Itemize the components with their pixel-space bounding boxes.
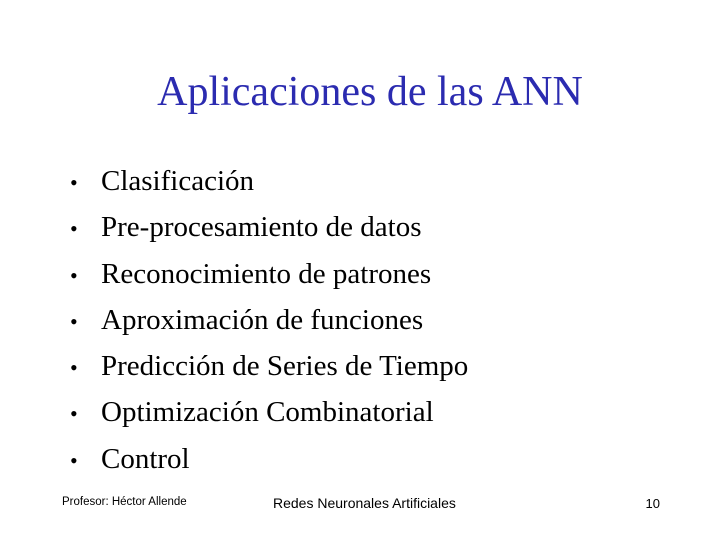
footer-course-title: Redes Neuronales Artificiales (273, 495, 456, 511)
bullet-text: Optimización Combinatorial (101, 396, 434, 429)
page-number: 10 (645, 496, 660, 511)
bullet-item (70, 251, 468, 297)
footer-author: Profesor: Héctor Allende (62, 496, 187, 508)
bullet-list (70, 158, 468, 482)
bullet-dot-icon: • (70, 262, 78, 288)
bullet-dot-icon: • (70, 447, 78, 473)
bullet-dot-icon: • (70, 355, 78, 381)
bullet-item (70, 343, 468, 389)
slide-title: Aplicaciones de las ANN (157, 69, 583, 115)
bullet-item (70, 297, 468, 343)
bullet-text: Predicción de Series de Tiempo (101, 350, 469, 383)
bullet-text: Aproximación de funciones (101, 303, 424, 336)
bullet-dot-icon: • (70, 308, 78, 334)
bullet-item (70, 204, 468, 250)
bullet-item (70, 158, 468, 204)
bullet-dot-icon: • (70, 216, 78, 242)
bullet-dot-icon: • (70, 401, 78, 427)
bullet-item (70, 436, 468, 482)
bullet-text: Pre-procesamiento de datos (101, 211, 422, 244)
bullet-text: Control (101, 442, 190, 475)
bullet-text: Clasificación (101, 165, 255, 197)
bullet-item (70, 389, 468, 435)
bullet-text: Reconocimiento de patrones (101, 257, 432, 290)
bullet-dot-icon: • (70, 170, 78, 195)
